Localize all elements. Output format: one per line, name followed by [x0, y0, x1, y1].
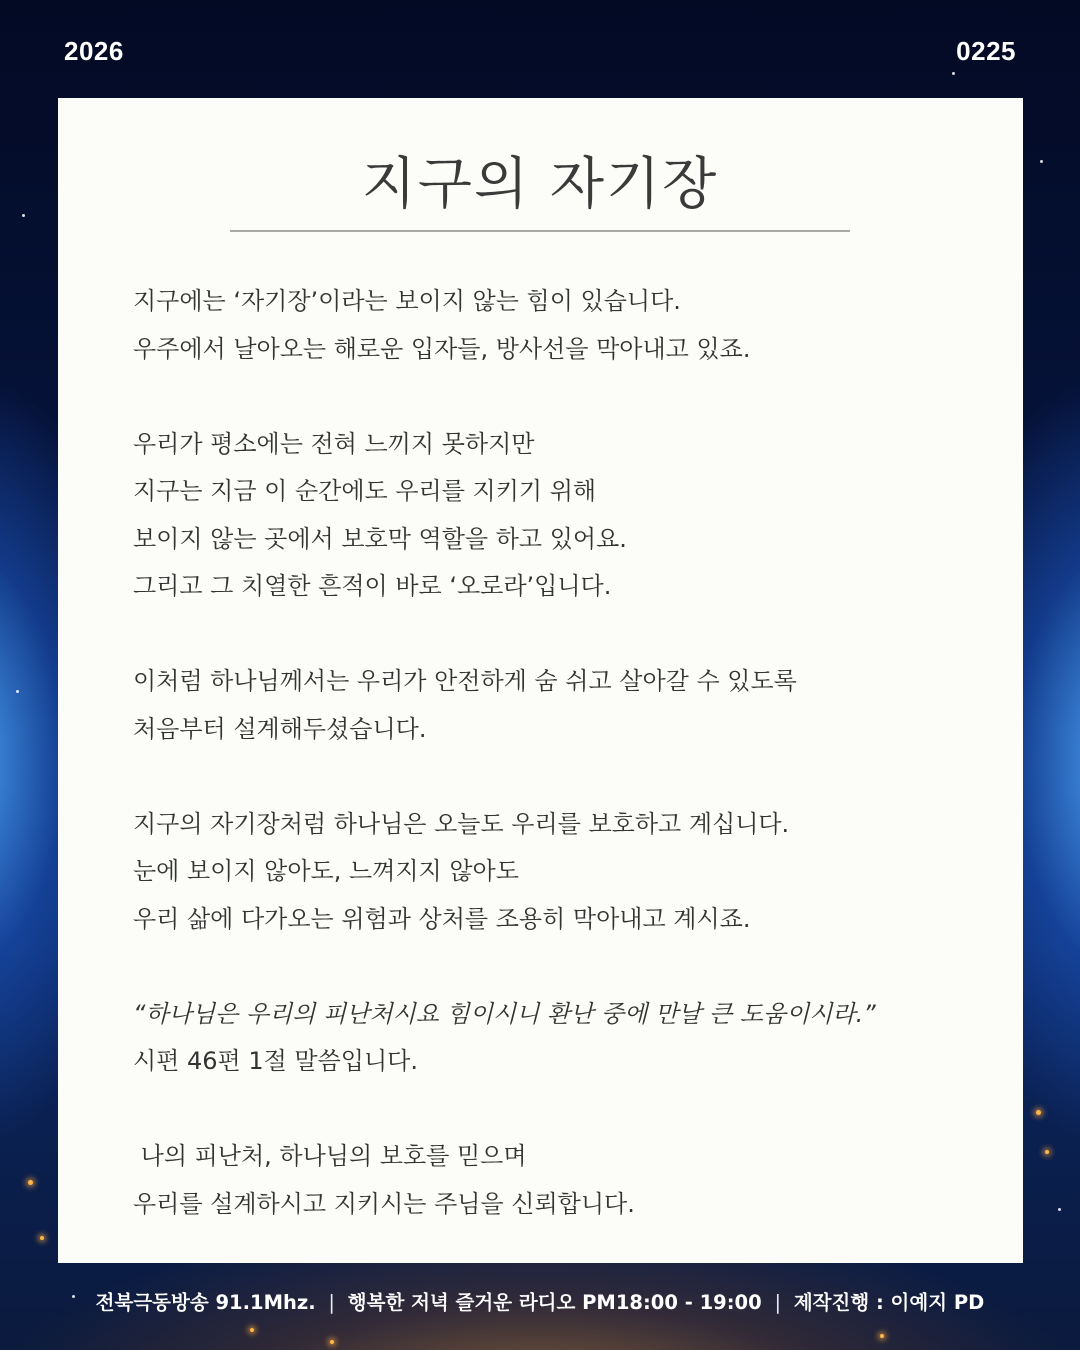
paragraph-gap [133, 611, 953, 659]
paragraph-gap [133, 1086, 953, 1134]
text-line: 지구에는 ‘자기장’이라는 보이지 않는 힘이 있습니다. [133, 287, 681, 315]
text-line: 나의 피난처, 하나님의 보호를 믿으며 [133, 1142, 527, 1170]
city-light [330, 1340, 334, 1344]
scripture-quote: “하나님은 우리의 피난처시요 힘이시니 환난 중에 만날 큰 도움이시라.” [133, 999, 876, 1028]
text-line: 보이지 않는 곳에서 보호막 역할을 하고 있어요. [133, 524, 627, 553]
text-line: 우주에서 날아오는 해로운 입자들, 방사선을 막아내고 있죠. [133, 334, 751, 363]
scripture-reference: 시편 46편 1절 말씀입니다. [133, 1047, 418, 1075]
paragraph-gap [133, 943, 953, 991]
text-line: 우리 삶에 다가오는 위험과 상처를 조용히 막아내고 계시죠. [133, 904, 751, 933]
title-divider [230, 230, 850, 232]
star [16, 690, 19, 693]
city-light [880, 1334, 884, 1338]
page-title: 지구의 자기장 [361, 152, 719, 217]
text-line: 지구의 자기장처럼 하나님은 오늘도 우리를 보호하고 계십니다. [133, 809, 790, 838]
text-line: 그리고 그 치열한 흔적이 바로 ‘오로라’입니다. [133, 572, 612, 600]
star [1058, 1208, 1061, 1211]
producer-credit: 제작진행 : 이예지 PD [793, 1291, 985, 1314]
text-line: 우리를 설계하시고 지키시는 주님을 신뢰합니다. [133, 1189, 635, 1218]
year-label: 2026 [64, 36, 124, 66]
city-light [1045, 1150, 1049, 1154]
footer-separator: | [774, 1291, 782, 1314]
city-light [40, 1236, 44, 1240]
paragraph-gap [133, 373, 953, 421]
text-line: 지구는 지금 이 순간에도 우리를 지키기 위해 [133, 477, 597, 505]
city-light [250, 1328, 254, 1332]
text-line: 우리가 평소에는 전혀 느끼지 못하지만 [133, 429, 535, 458]
paragraph-gap [133, 753, 953, 801]
footer-separator: | [328, 1291, 335, 1314]
text-line: 눈에 보이지 않아도, 느껴지지 않아도 [133, 857, 519, 885]
star [952, 72, 955, 75]
text-line: 이처럼 하나님께서는 우리가 안전하게 숨 쉬고 살아갈 수 있도록 [133, 667, 797, 695]
date-code-label: 0225 [956, 36, 1016, 66]
text-line: 처음부터 설계해두셨습니다. [133, 714, 427, 743]
body-text [133, 278, 953, 1228]
station-name: 전북극동방송 91.1Mhz. [95, 1291, 316, 1314]
city-light [28, 1180, 33, 1185]
city-light [1036, 1110, 1041, 1115]
footer-credits [0, 1287, 1080, 1315]
program-info: 행복한 저녁 즐거운 라디오 PM18:00 - 19:00 [347, 1291, 762, 1314]
